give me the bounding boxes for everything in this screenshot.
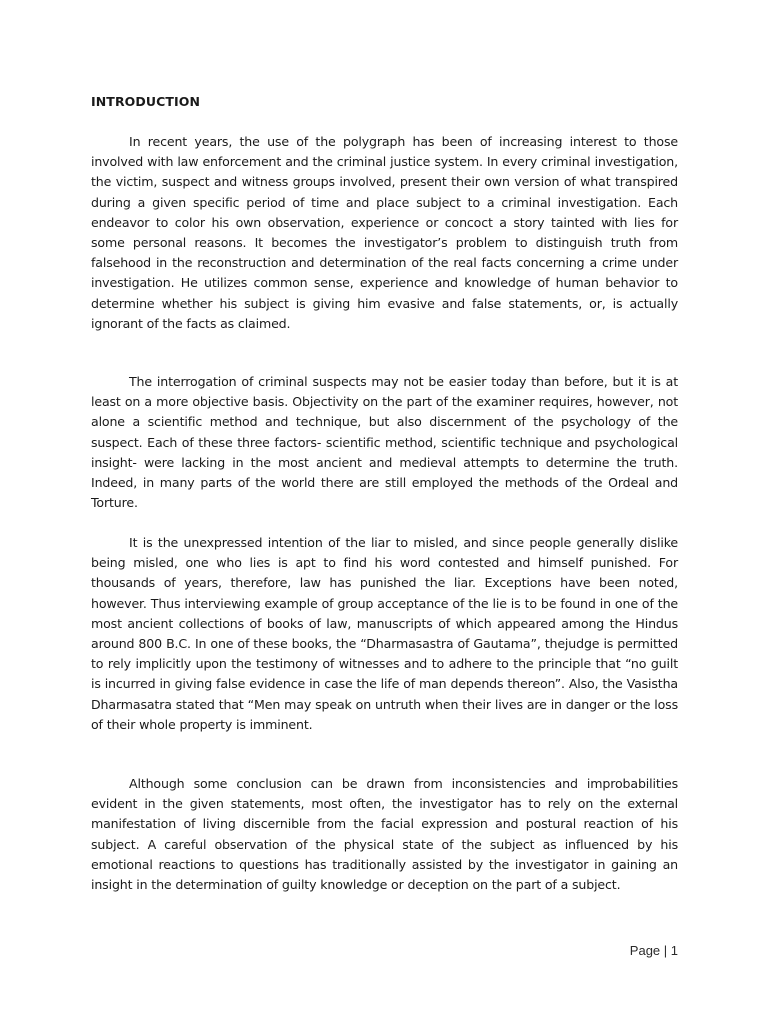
paragraph-3: It is the unexpressed intention of the liar to misled, and since people generally dislike being misled, one who lies is apt to find his word contested and himself punished. For thousands of years, therefore, law has punished the liar. Exceptions have been noted, however. Thus interviewing example of group acceptance of the lie is to be found in one of the most ancient collections of books of law, manuscripts of which appeared among the Hindus around 800 B.C. In one of these books, the “Dharmasastra of Gautama”, thejudge is permitted to rely implicitly upon the testimony of witnesses and to adhere to the principle that “no guilt is incurred in giving false evidence in case the life of man depends thereon”. Also, the Vasistha Dharmasatra stated that “Men may speak on untruth when their lives are in danger or the loss of their whole property is imminent. <box>91 535 678 732</box>
paragraph-4: Although some conclusion can be drawn from inconsistencies and improbabilities evident in the given statements, most often, the investigator has to rely on the external manifestation of living discernible from the facial expression and postural reaction of his subject. A careful observation of the physical state of the subject as influenced by his emotional reactions to questions has traditionally assisted by the investigator in gaining an insight in the determination of guilty knowledge or deception on the part of a subject. <box>91 776 678 893</box>
paragraph-2: The interrogation of criminal suspects may not be easier today than before, but it is at least on a more objective basis. Objectivity on the part of the examiner requires, however, not alone a scientific method and technique, but also discernment of the psychology of the suspect. Each of these three factors- scientific method, scientific technique and psychological insight- were lacking in the most ancient and medieval attempts to determine the truth. Indeed, in many parts of the world there are still employed the methods of the Ordeal and Torture. <box>91 374 678 511</box>
paragraph-1: In recent years, the use of the polygraph has been of increasing interest to those involved with law enforcement and the criminal justice system. In every criminal investigation, the victim, suspect and witness groups involved, present their own version of what transpired during a given specific period of time and place subject to a criminal investigation. Each endeavor to color his own observation, experience or concoct a story tainted with lies for some personal reasons. It becomes the investigator’s problem to distinguish truth from falsehood in the reconstruction and determination of the real facts concerning a crime under investigation. He utilizes common sense, experience and knowledge of human behavior to determine whether his subject is giving him evasive and false statements, or, is actually ignorant of the facts as claimed. <box>91 134 678 331</box>
page-number-footer: Page | 1 <box>629 943 678 958</box>
section-heading: INTRODUCTION <box>91 94 201 109</box>
